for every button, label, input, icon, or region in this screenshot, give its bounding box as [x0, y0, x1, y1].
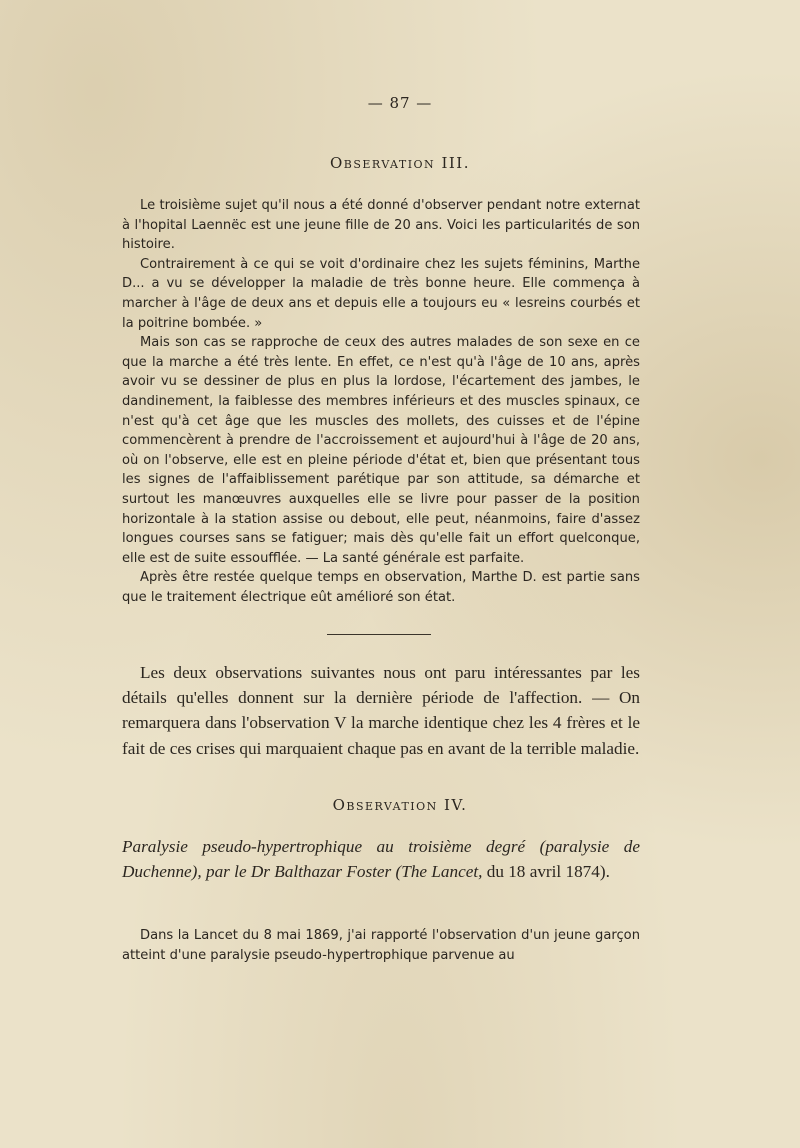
- section-divider: [327, 634, 431, 635]
- observation-3-body: [122, 196, 640, 607]
- page-number: — 87 —: [367, 94, 433, 112]
- observation-4-subtitle-italic: Paralysie pseudo-hypertrophique au troisième degré (paralysie de Duchenne), par le Dr Balthazar Foster (The Lancet,: [122, 837, 640, 882]
- observation-3-paragraph-3: Mais son cas se rapproche de ceux des autres malades de son sexe en ce que la marche a été très lente. En effet, ce n'est qu'à l'âge de 10 ans, après avoir vu se dessiner de plus en plus la lordose, l'écartement des jambes, le dandinement, la faiblesse des membres inférieurs et des muscles spinaux, ce n'est qu'à cet âge que les muscles des mollets, des cuisses et de l'épine commencèrent à prendre de l'accroissement et aujourd'hui à l'âge de 20 ans, où on l'observe, elle est en pleine période d'état et, bien que présentant tous les signes de l'affaiblissement parétique par son attitude, sa démarche et surtout les manœuvres auxquelles elle se livre pour passer de la position horizontale à la station assise ou debout, elle peut, néanmoins, faire d'assez longues courses sans se fatiguer; mais dès qu'elle fait un effort quelconque, elle est de suite essoufflée. — La santé générale est parfaite.: [122, 335, 640, 566]
- observation-3-paragraph-1: Le troisième sujet qu'il nous a été donné d'observer pendant notre externat à l'hopital Laennëc est une jeune fille de 20 ans. Voici les particularités de son histoire.: [122, 198, 640, 253]
- observation-3-paragraph-2: Contrairement à ce qui se voit d'ordinaire chez les sujets féminins, Marthe D... a vu se développer la maladie de très bonne heure. Elle commença à marcher à l'âge de deux ans et depuis elle a toujours eu « lesreins courbés et la poitrine bombée. »: [122, 256, 640, 331]
- observation-4-heading: Observation IV.: [332, 796, 468, 814]
- observation-4-subtitle-date: du 18 avril 1874).: [482, 862, 610, 882]
- transition-paragraph: [122, 660, 640, 761]
- observation-3-heading: Observation III.: [329, 154, 470, 172]
- observation-4-paragraph-1: Dans la Lancet du 8 mai 1869, j'ai rapporté l'observation d'un jeune garçon atteint d'une paralysie pseudo-hypertrophique parvenue au: [122, 928, 640, 963]
- observation-3-paragraph-4: Après être restée quelque temps en observation, Marthe D. est partie sans que le traitement électrique eût amélioré son état.: [122, 570, 640, 605]
- observation-4-body: [122, 926, 640, 965]
- observation-4-subtitle: [122, 834, 640, 884]
- transition-text: Les deux observations suivantes nous ont paru intéressantes par les détails qu'elles donnent sur la dernière période de l'affection. — On remarquera dans l'observation V la marche identique chez les 4 frères et le fait de ces crises qui marquaient chaque pas en avant de la terrible maladie.: [122, 663, 640, 758]
